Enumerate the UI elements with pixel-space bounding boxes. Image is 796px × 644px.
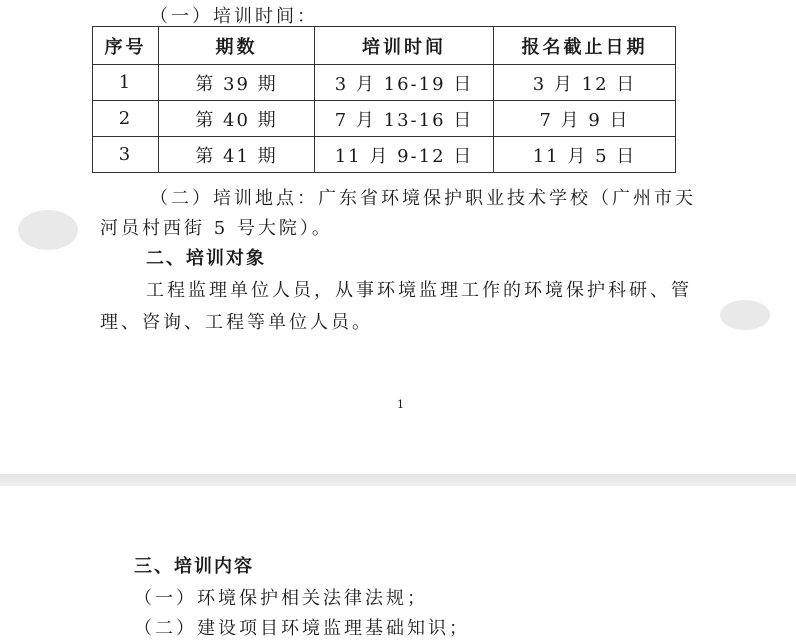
table-header-row	[93, 27, 676, 65]
training-target-line-2: 理、咨询、工程等单位人员。	[100, 312, 373, 333]
section-heading-training-target: 二、培训对象	[146, 248, 266, 269]
cell-session: 第 40 期	[159, 101, 315, 137]
page-number: 1	[397, 398, 404, 411]
training-target-line-1: 工程监理单位人员，从事环境监理工作的环境保护科研、管	[146, 280, 692, 301]
cell-session: 第 39 期	[159, 65, 315, 101]
cell-serial: 3	[93, 137, 159, 173]
table-row	[93, 101, 676, 137]
header-session: 期数	[159, 27, 315, 65]
cell-serial: 2	[93, 101, 159, 137]
cell-deadline: 3 月 12 日	[494, 65, 676, 101]
cell-session: 第 41 期	[159, 137, 315, 173]
section-heading-training-content: 三、培训内容	[134, 556, 254, 577]
training-location-line-1: （二）培训地点：广东省环境保护职业技术学校（广州市天	[150, 188, 696, 209]
cell-deadline: 7 月 9 日	[494, 101, 676, 137]
cell-deadline: 11 月 5 日	[494, 137, 676, 173]
table-row	[93, 137, 676, 173]
cell-training-time: 3 月 16-19 日	[315, 65, 494, 101]
training-time-heading: （一）培训时间：	[150, 6, 318, 27]
header-training-time: 培训时间	[315, 27, 494, 65]
cell-training-time: 11 月 9-12 日	[315, 137, 494, 173]
training-location-line-2: 河员村西街 5 号大院）。	[100, 218, 333, 239]
scan-noise	[720, 300, 770, 330]
content-item-1: （一）环境保护相关法律法规；	[134, 588, 428, 609]
page-gap	[0, 474, 796, 486]
document-page-2	[0, 486, 796, 644]
header-serial: 序号	[93, 27, 159, 65]
training-schedule-table	[92, 26, 676, 173]
table-row	[93, 65, 676, 101]
header-deadline: 报名截止日期	[494, 27, 676, 65]
content-item-2: （二）建设项目环境监理基础知识；	[134, 618, 470, 639]
cell-serial: 1	[93, 65, 159, 101]
cell-training-time: 7 月 13-16 日	[315, 101, 494, 137]
scan-noise	[18, 210, 78, 250]
